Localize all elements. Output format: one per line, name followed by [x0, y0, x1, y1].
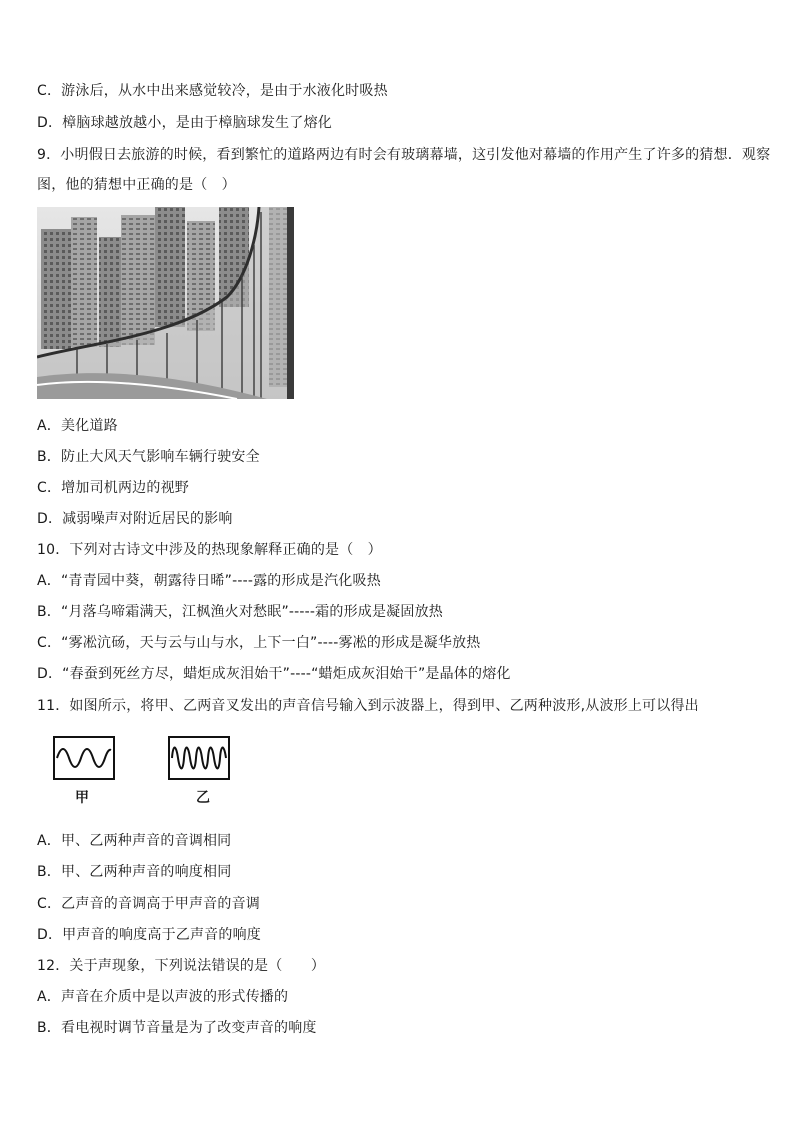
- q11-option-a: A．甲、乙两种声音的音调相同: [37, 833, 232, 849]
- waveform-jia: [53, 736, 115, 780]
- q9-option-d: D．减弱噪声对附近居民的影响: [37, 511, 233, 527]
- glass-wall-road-photo: [37, 207, 294, 399]
- option-d-prev: D．樟脑球越放越小，是由于樟脑球发生了熔化: [37, 115, 332, 131]
- q11-stem: 11．如图所示，将甲、乙两音叉发出的声音信号输入到示波器上，得到甲、乙两种波形,从波形上可以得出: [37, 698, 699, 714]
- waveform-yi-label: 乙: [196, 790, 210, 806]
- q10-option-b: B．“月落乌啼霜满天，江枫渔火对愁眠”-----霜的形成是凝固放热: [37, 604, 443, 620]
- q10-option-d: D．“春蚕到死丝方尽，蜡炬成灰泪始干”----“蜡炬成灰泪始干”是晶体的熔化: [37, 666, 511, 682]
- q10-option-c: C．“雾凇沆砀，天与云与山与水，上下一白”----雾凇的形成是凝华放热: [37, 635, 481, 651]
- q11-option-b: B．甲、乙两种声音的响度相同: [37, 864, 232, 880]
- q9-stem-line2: 图，他的猜想中正确的是（ ）: [37, 177, 236, 193]
- q11-option-c: C．乙声音的音调高于甲声音的音调: [37, 896, 260, 912]
- option-c-prev: C．游泳后，从水中出来感觉较冷，是由于水液化时吸热: [37, 83, 388, 99]
- q9-option-a: A．美化道路: [37, 418, 118, 434]
- q12-stem: 12．关于声现象，下列说法错误的是（ ）: [37, 958, 326, 974]
- q10-stem: 10．下列对古诗文中涉及的热现象解释正确的是（ ）: [37, 542, 382, 558]
- q11-option-d: D．甲声音的响度高于乙声音的响度: [37, 927, 261, 943]
- q9-option-b: B．防止大风天气影响车辆行驶安全: [37, 449, 260, 465]
- q12-option-a: A．声音在介质中是以声波的形式传播的: [37, 989, 289, 1005]
- waveform-yi: [168, 736, 230, 780]
- q9-option-c: C．增加司机两边的视野: [37, 480, 189, 496]
- waveform-jia-label: 甲: [75, 790, 89, 806]
- q9-stem-line1: 9．小明假日去旅游的时候，看到繁忙的道路两边有时会有玻璃幕墙，这引发他对幕墙的作用产生了许多的猜想．观察: [37, 147, 771, 163]
- q10-option-a: A．“青青园中葵，朝露待日晞”----露的形成是汽化吸热: [37, 573, 381, 589]
- q12-option-b: B．看电视时调节音量是为了改变声音的响度: [37, 1020, 317, 1036]
